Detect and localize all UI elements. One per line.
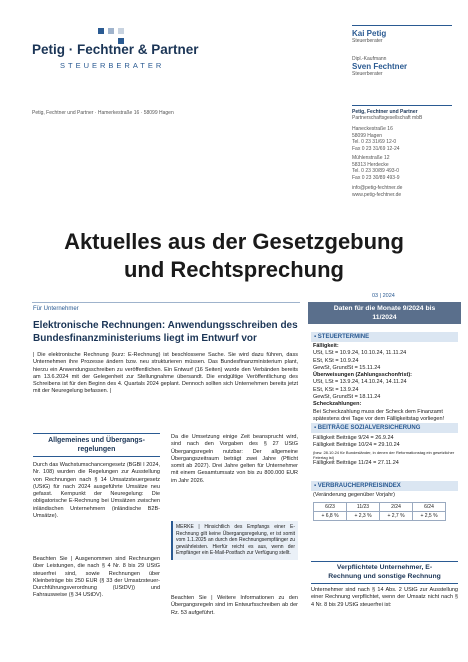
table-row: + 6,8 % + 2,3 % + 2,7 % + 2,5 %: [314, 512, 446, 521]
issue-number: 03 | 2024: [372, 293, 395, 299]
person1-name: Kai Petig: [352, 29, 387, 38]
vpi-bar: ▪ VERBRAUCHERPREISINDEX: [311, 481, 458, 491]
firm-name: Petig, Fechtner und Partner: [352, 109, 418, 115]
logo-square: [118, 28, 124, 34]
website-link[interactable]: www.petig-fechtner.de: [352, 191, 402, 198]
page-title-line1: Aktuelles aus der Gesetzgebung: [64, 229, 404, 254]
sozialversicherung-bar: ▪ BEITRÄGE SOZIALVERSICHERUNG: [311, 423, 458, 433]
category: Für Unternehmer: [33, 306, 79, 312]
logo-sub: STEUERBERATER: [60, 61, 165, 70]
page-title-line2: und Rechtsprechung: [123, 257, 344, 282]
col1-paragraph: Durch das Wachstumschancengesetz (BGBl I 2024, Nr. 108) wurden die Regelungen zur Ausstellung von Rechnungen nach § 14 Umsatzsteuergesetz (UStG) für nach 2024 ausgeführte Umsätze neu gefasst. Kernpunkt der Neuregelung: Die obligatorische E-Rechnung bei Umsätzen zwischen inländischen Unternehmern (inländische B2B-Umsätze).: [33, 462, 160, 520]
steuertermine-list: Fälligkeit: USt, LSt = 10.9.24, 10.10.24, 11.11.24 ESt, KSt = 10.9.24 GewSt, GrundSt = 15.11.24 Überweisungen (Zahlungsschonfrist): USt, LSt = 13.9.24, 14.10.24, 14.11.24 ESt, KSt = 13.9.24 GewSt, GrundSt = 18.11.24 Scheckzahlungen: Bei Scheckzahlung muss der Scheck dem Finanzamt spätestens drei Tage vor dem Fälligkeitstag vorliegen!: [313, 343, 445, 422]
logo: [32, 28, 202, 78]
sub-heading: Allgemeines und Übergangsregelungen: [33, 433, 160, 457]
person2-pre: Dipl.-Kaufmann: [352, 56, 387, 62]
sidebar-subheading: Verpflichtete Unternehmer, E-Rechnung und sonstige Rechnung: [311, 561, 458, 584]
contact: [352, 185, 402, 198]
office-herdecke: Mühlenstraße 12 58313 Herdecke Tel. 0 23 30/89 493-0 Fax 0 23 30/89 493-9: [352, 155, 400, 181]
divider: [32, 302, 300, 303]
logo-square: [108, 28, 114, 34]
calendar-icon: ▪: [314, 425, 318, 431]
chart-icon: ▪: [314, 483, 318, 489]
article-intro: | Die elektronische Rechnung (kurz: E-Rechnung) ist beschlossene Sache. Sie wird dazu führen, dass Unternehmen ihre Prozesse ändern bzw. neu strukturieren müssen. Das Bundesfinanzministerium plant, hierzu ein Anwendungsschreiben zu veröffentlichen. Ein Entwurf (16 Seiten) wurde den Verbänden bereits am 13.6.2024 mit der Gelegenheit zur Stellungnahme übersandt. Die endgültige Veröffentlichung des Schreibens ist für den Beginn des 4. Quartals 2024 geplant. Dennoch sollten sich Unternehmen bereits jetzt mit der Neuregelung befassen. |: [33, 352, 298, 395]
divider: [352, 25, 452, 26]
vpi-table: [313, 502, 446, 521]
office-hagen: Haneckestraße 16 58099 Hagen Tel. 0 23 31/69 12-0 Fax 0 23 31/69 12-24: [352, 126, 400, 152]
divider: [352, 105, 452, 106]
article-headline: Elektronische Rechnungen: Anwendungsschreiben des Bundesfinanzministeriums liegt im Entwurf vor: [33, 320, 298, 344]
col2-paragraph: Da die Umsetzung einige Zeit beansprucht wird, sind nach den Vorgaben des § 27 UStG Übergangsregeln nutzbar: Der allgemeine Übergangszeitraum beträgt zwei Jahre (Pflicht somit ab 2027). Drei Jahre gelten für Unternehmer mit einem Gesamtumsatz von bis zu 800.000 EUR im Jahr 2026.: [171, 434, 298, 484]
person2-name: Sven Fechtner: [352, 62, 408, 71]
person2-title: Steuerberater: [352, 71, 383, 77]
sidebar-text: Unternehmer sind nach § 14 Abs. 2 UStG zur Ausstellung einer Rechnung verpflichtet, wenn der Umsatz nicht nach § 4 Nr. 8 bis 29 UStG steuerfrei ist:: [311, 587, 458, 608]
col1-note: Beachten Sie | Ausgenommen sind Rechnungen über Leistungen, die nach § 4 Nr. 8 bis 29 UStG steuerfrei sind, sowie Rechnungen über Kleinbeträge bis 250 EUR (§ 33 der Umsatzsteuer-Durchführungsverordnung (UStDV)) und Fahrausweise (§ 34 UStDV).: [33, 556, 160, 599]
vpi-subtitle: (Veränderung gegenüber Vorjahr): [313, 492, 395, 498]
person1-title: Steuerberater: [352, 38, 383, 44]
logo-square: [98, 28, 104, 34]
sender-address: Petig, Fechtner und Partner · Hamerkestraße 16 · 58099 Hagen: [32, 110, 174, 116]
steuertermine-bar: ▪ STEUERTERMINE: [311, 332, 458, 342]
col2-note: Beachten Sie | Weitere Informationen zu den Übergangsregeln sind im Entwurfsschreiben ab der Rz. 53 aufgeführt.: [171, 595, 298, 616]
email-link[interactable]: info@petig-fechtner.de: [352, 185, 403, 191]
logo-text: Petig · Fechtner & Partner: [32, 42, 199, 57]
merke-box: MERKE | Hinsichtlich des Empfangs einer E-Rechnung gilt keine Übergangsregelung, er ist somit vom 1.1.2025 an durch den Rechnungsempfänger zu gewährleisten. Hierfür reicht es aus, wenn der Empfänger ein E-Mail-Postfach zur Verfügung stellt.: [171, 521, 298, 560]
table-row: 6/23 11/23 2/24 6/24: [314, 503, 446, 512]
calendar-icon: ▪: [314, 334, 318, 340]
firm-sub: Partnerschaftsgesellschaft mbB: [352, 115, 423, 121]
sozialversicherung-list: Fälligkeit Beiträge 9/24 = 26.9.24 Fälligkeit Beiträge 10/24 = 29.10.24 (bzw. 28.10.24 für Bundesländer, in denen der Reformationstag ein gesetzlicher Feiertag ist) Fälligkeit Beiträge 11/24 = 27.11.24: [313, 435, 455, 466]
sidebar-header: Daten für die Monate 9/2024 bis 11/2024: [308, 302, 461, 324]
